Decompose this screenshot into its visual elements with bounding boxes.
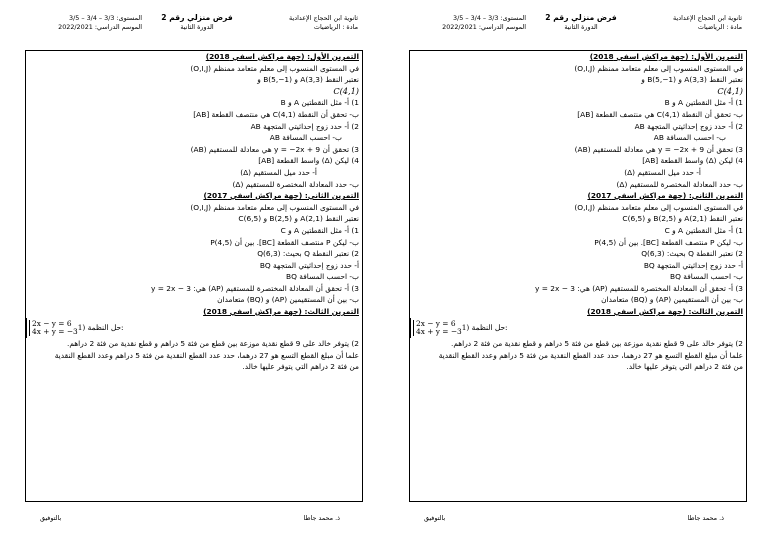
exercise-line [410, 338, 746, 350]
line-text: 1) أ- مثل النقطتين A و B [664, 98, 743, 108]
teacher-name: ذ. محمد جاطا [687, 514, 724, 522]
school-name: ثانوية ابن الحجاج الإعدادية [289, 14, 358, 22]
line-text: علما أن مبلغ القطع التسع هو 27 درهما، حدد عدد القطع النقدية من فئة 5 دراهم وعدد القطع النقدية [438, 350, 743, 360]
school-year: الموسم الدراسي: 2022/2021 [58, 22, 142, 31]
exercise-line [26, 155, 362, 167]
line-text: ب- احسب المسافة AB [653, 133, 726, 143]
line-text: ب- تحقق أن النقطة C(4,1) هي منتصف القطعة [AB] [193, 109, 359, 119]
exercise-line [26, 338, 362, 350]
exercise-line [410, 144, 746, 156]
equation-2: 4x + y = −3 [32, 327, 78, 337]
line-text: من فئة 2 دراهم التي يتوفر عليها خالد. [626, 362, 743, 372]
exercise-line [410, 167, 746, 179]
level-label: المستوى: 3/3 – 3/4 – 3/5 [69, 14, 142, 22]
exercise-line [410, 121, 746, 133]
line-text: 1) أ- مثل النقطتين A و B [280, 98, 359, 108]
teacher-name: ذ. محمد جاطا [303, 514, 340, 522]
line-text: ب- حدد المعادلة المختصرة للمستقيم (Δ) [232, 179, 359, 189]
exercise-line [26, 63, 362, 75]
exercise-line [410, 350, 746, 362]
exercise-line [26, 350, 362, 362]
line-text: C(4,1) [717, 85, 743, 96]
exercise-heading [26, 306, 362, 318]
exercise-line [410, 283, 746, 295]
exercise-line [26, 294, 362, 306]
exercise-line [26, 202, 362, 214]
exercise-line [410, 86, 746, 98]
exercise-line [410, 97, 746, 109]
exercise-line [26, 318, 127, 338]
school-block [673, 14, 742, 31]
equation-2: 4x + y = −3 [416, 327, 462, 337]
assignment-title: فرض منزلي رقم 2 [161, 13, 233, 22]
equation-system [413, 320, 462, 336]
line-text: ب- ليكن P منتصف القطعة [BC]. بين أن P(4,5) [594, 237, 743, 247]
exercise-line [26, 271, 362, 283]
exercise-line [26, 109, 362, 121]
assignment-title: فرض منزلي رقم 2 [545, 13, 617, 22]
line-text: 2) يتوفر خالد على 9 قطع نقدية موزعة بين قطع من فئة 5 دراهم و قطع نقدية من فئة 2 دراهم. [67, 339, 359, 349]
exercise-line [410, 260, 746, 272]
exercise-line [410, 225, 746, 237]
subject-label: مادة : الرياضيات [697, 22, 742, 31]
exercise-heading [26, 190, 362, 202]
exercise-heading [410, 190, 746, 202]
exercise-line [410, 179, 746, 191]
exercise-line [26, 248, 362, 260]
line-text: 2) يتوفر خالد على 9 قطع نقدية موزعة بين قطع من فئة 5 دراهم و قطع نقدية من فئة 2 دراهم. [451, 339, 743, 349]
exercise-line [410, 63, 746, 75]
line-text: أ- حدد ميل المستقيم (Δ) [624, 167, 701, 177]
line-text: 3) تحقق أن y = −2x + 9 هي معادلة للمستقيم (AB) [190, 144, 359, 154]
school-block [289, 14, 358, 31]
page-header [416, 14, 742, 44]
line-text: من فئة 2 دراهم التي يتوفر عليها خالد. [242, 362, 359, 372]
line-text: ب- حدد المعادلة المختصرة للمستقيم (Δ) [616, 179, 743, 189]
exercise-line [410, 155, 746, 167]
line-text: في المستوى المنسوب إلى معلم متعامد ممنظم (O,I,J) [574, 63, 743, 73]
equation-1: 2x − y = 6 [416, 319, 456, 329]
exercise-box [409, 50, 747, 502]
line-text: ب- ليكن P منتصف القطعة [BC]. بين أن P(4,5) [210, 237, 359, 247]
line-text: 3) تحقق أن y = −2x + 9 هي معادلة للمستقيم (AB) [574, 144, 743, 154]
exercise-line [26, 237, 362, 249]
exercise-line [410, 361, 746, 373]
line-text: 2) نعتبر النقطة Q بحيث: Q(6,3) [641, 249, 743, 259]
line-text: C(4,1) [333, 85, 359, 96]
school-year: الموسم الدراسي: 2022/2021 [442, 22, 526, 31]
page-header [32, 14, 358, 44]
exercise-line [26, 132, 362, 144]
exercise-line [410, 109, 746, 121]
line-text: أ- حدد زوج إحداثيتي المتجهة BQ [259, 260, 359, 270]
exercise-line [26, 121, 362, 133]
subject-label: مادة : الرياضيات [313, 22, 358, 31]
line-text: 1) أ- مثل النقطتين A و C [280, 225, 359, 235]
closing-note: بالتوفيق [40, 514, 62, 522]
line-text: 2) أ- حدد زوج إحداثيتي المتجهة AB [250, 121, 359, 131]
line-text: 4) ليكن (Δ) واسط القطعة [AB] [642, 156, 743, 166]
level-block [416, 14, 526, 31]
level-block [32, 14, 142, 31]
exercise-line [410, 318, 511, 338]
exercise-line [26, 86, 362, 98]
exercise-line [26, 283, 362, 295]
line-text: في المستوى المنسوب إلى معلم متعامد ممنظم (O,I,J) [190, 202, 359, 212]
exercise-line [410, 294, 746, 306]
line-text: التمرين الثاني: (جهة مراكش اسفي 2017) [203, 191, 359, 201]
level-label: المستوى: 3/3 – 3/4 – 3/5 [453, 14, 526, 22]
line-text: التمرين الأول: (جهة مراكش اسفي 2018) [205, 52, 359, 61]
exercise-line [410, 202, 746, 214]
line-text: علما أن مبلغ القطع التسع هو 27 درهما، حدد عدد القطع النقدية من فئة 5 دراهم وعدد القطع النقدية [54, 350, 359, 360]
exercise-line [26, 144, 362, 156]
exercise-heading [410, 51, 746, 63]
line-text: 1) أ- مثل النقطتين A و C [664, 225, 743, 235]
line-text: أ- حدد زوج إحداثيتي المتجهة BQ [643, 260, 743, 270]
line-text: التمرين الثاني: (جهة مراكش اسفي 2017) [587, 191, 743, 201]
exercise-line [26, 97, 362, 109]
term-label: الدورة الثانية [180, 22, 214, 31]
line-text: نعتبر النقط A(3,3) و B(5,−1) و [641, 75, 743, 85]
line-text: 1) حل النظمة: [77, 323, 124, 333]
line-text: ب- احسب المسافة BQ [286, 272, 359, 282]
equation-system [29, 320, 78, 336]
exercise-line [26, 167, 362, 179]
line-text: 3) أ- تحقق أن المعادلة المختصرة للمستقيم (AP) هي: y = 2x − 3 [151, 283, 359, 293]
exercise-line [26, 260, 362, 272]
line-text: 4) ليكن (Δ) واسط القطعة [AB] [258, 156, 359, 166]
exercise-line [26, 361, 362, 373]
equation-1: 2x − y = 6 [32, 319, 72, 329]
page-copy-right [384, 0, 768, 543]
line-text: 2) أ- حدد زوج إحداثيتي المتجهة AB [634, 121, 743, 131]
exercise-line [410, 271, 746, 283]
line-text: ب- احسب المسافة AB [269, 133, 342, 143]
line-text: 1) حل النظمة: [461, 323, 508, 333]
line-text: 2) نعتبر النقطة Q بحيث: Q(6,3) [257, 249, 359, 259]
line-text: التمرين الثالث: (جهة مراكش اسفي 2018) [587, 307, 743, 317]
title-block [152, 14, 242, 31]
school-name: ثانوية ابن الحجاج الإعدادية [673, 14, 742, 22]
line-text: نعتبر النقط A(2,1) و B(2,5) و C(6,5) [238, 214, 359, 224]
term-label: الدورة الثانية [564, 22, 598, 31]
line-text: ب- بين أن المستقيمين (AP) و (BQ) متعامدان [601, 295, 743, 305]
line-text: ب- احسب المسافة BQ [670, 272, 743, 282]
exercise-box [25, 50, 363, 502]
exercise-line [410, 213, 746, 225]
line-text: نعتبر النقط A(2,1) و B(2,5) و C(6,5) [622, 214, 743, 224]
exercise-line [26, 74, 362, 86]
line-text: في المستوى المنسوب إلى معلم متعامد ممنظم (O,I,J) [190, 63, 359, 73]
exercise-line [410, 132, 746, 144]
line-text: التمرين الأول: (جهة مراكش اسفي 2018) [589, 52, 743, 61]
exercise-line [26, 225, 362, 237]
exercise-heading [26, 51, 362, 63]
exercise-line [26, 179, 362, 191]
line-text: أ- حدد ميل المستقيم (Δ) [240, 167, 317, 177]
line-text: نعتبر النقط A(3,3) و B(5,−1) و [257, 75, 359, 85]
exercise-line [410, 237, 746, 249]
closing-note: بالتوفيق [424, 514, 446, 522]
line-text: التمرين الثالث: (جهة مراكش اسفي 2018) [203, 307, 359, 317]
line-text: في المستوى المنسوب إلى معلم متعامد ممنظم (O,I,J) [574, 202, 743, 212]
exercise-line [410, 248, 746, 260]
line-text: 3) أ- تحقق أن المعادلة المختصرة للمستقيم (AP) هي: y = 2x − 3 [535, 283, 743, 293]
line-text: ب- تحقق أن النقطة C(4,1) هي منتصف القطعة [AB] [577, 109, 743, 119]
exercise-line [26, 213, 362, 225]
title-block [536, 14, 626, 31]
line-text: ب- بين أن المستقيمين (AP) و (BQ) متعامدان [217, 295, 359, 305]
exercise-heading [410, 306, 746, 318]
exercise-line [410, 74, 746, 86]
